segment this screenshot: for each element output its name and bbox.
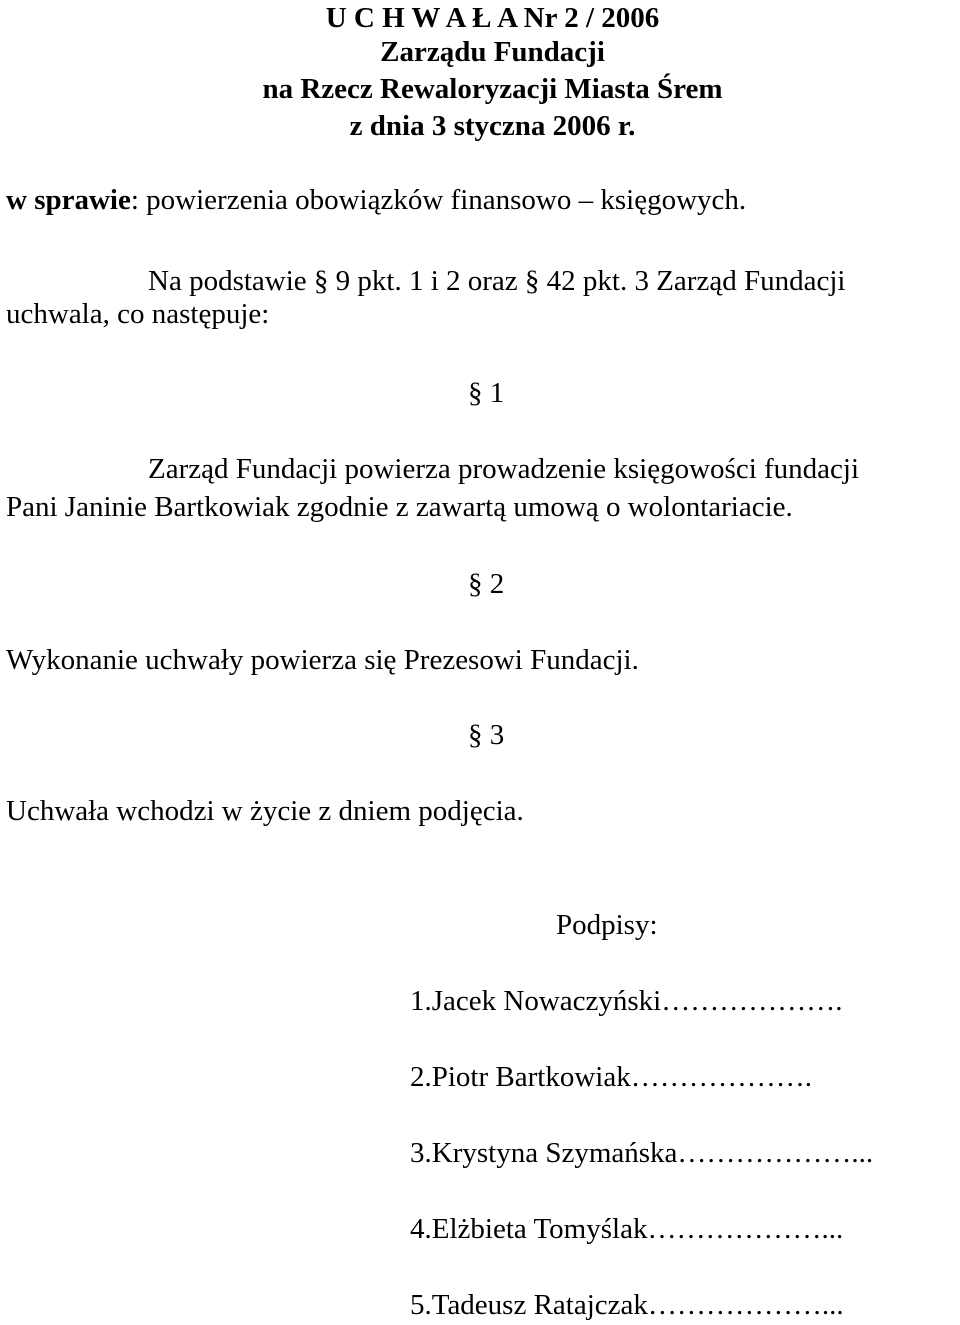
resolution-title: U C H W A Ł A Nr 2 / 2006: [325, 2, 660, 34]
preamble-line-2: uchwala, co następuje:: [6, 298, 270, 330]
subject-label: w sprawie: [6, 184, 131, 216]
signature-line-5: 5.Tadeusz Ratajczak………………...: [410, 1289, 844, 1321]
section-1-number: § 1: [468, 377, 505, 409]
foundation-name: na Rzecz Rewaloryzacji Miasta Śrem: [262, 73, 723, 105]
section-1-line-2: Pani Janinie Bartkowiak zgodnie z zawartą umową o wolontariacie.: [6, 491, 793, 523]
signature-line-2: 2.Piotr Bartkowiak……………….: [410, 1061, 812, 1093]
section-2-line-1: Wykonanie uchwały powierza się Prezesowi Fundacji.: [6, 644, 639, 676]
signature-line-1: 1.Jacek Nowaczyński……………….: [410, 985, 843, 1017]
board-name: Zarządu Fundacji: [380, 36, 605, 68]
subject-line: [6, 182, 746, 218]
preamble-line-1: Na podstawie § 9 pkt. 1 i 2 oraz § 42 pkt. 3 Zarząd Fundacji: [148, 265, 846, 297]
section-1-line-1: Zarząd Fundacji powierza prowadzenie księgowości fundacji: [148, 453, 860, 485]
signatures-heading: Podpisy:: [556, 909, 658, 941]
subject-text: : powierzenia obowiązków finansowo – księgowych.: [130, 184, 747, 216]
section-2-number: § 2: [468, 568, 505, 600]
resolution-date: z dnia 3 styczna 2006 r.: [349, 110, 636, 142]
signature-line-3: 3.Krystyna Szymańska………………...: [410, 1137, 874, 1169]
section-3-line-1: Uchwała wchodzi w życie z dniem podjęcia.: [6, 795, 524, 827]
signature-line-4: 4.Elżbieta Tomyślak………………...: [410, 1213, 844, 1245]
section-3-number: § 3: [468, 719, 505, 751]
